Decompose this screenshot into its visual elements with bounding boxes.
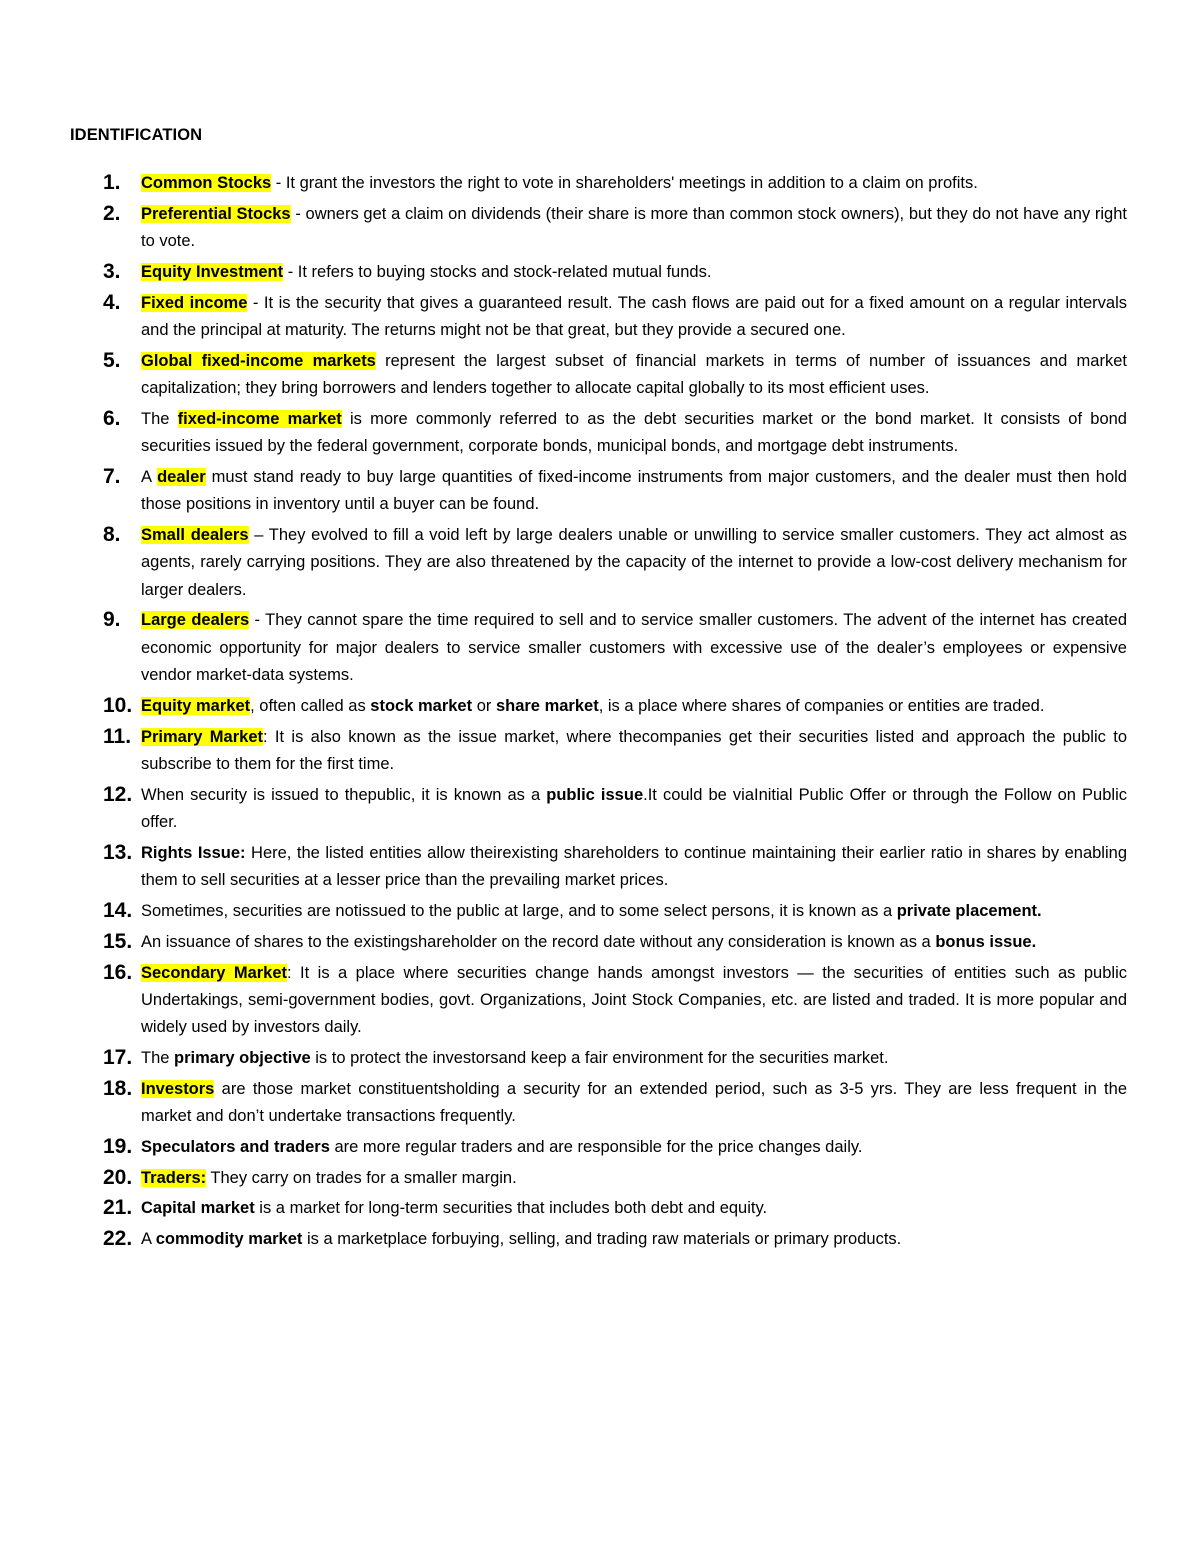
list-item [103, 348, 1127, 403]
item-text: They carry on trades for a smaller margin. [206, 1168, 517, 1187]
highlighted-term: dealer [157, 467, 206, 486]
highlighted-term: Secondary Market [141, 963, 288, 982]
item-text: is to protect the investorsand keep a fair environment for the securities market. [310, 1048, 889, 1067]
item-text: must stand ready to buy large quantities of fixed-income instruments from major customers, and the dealer must then hold those positions in inventory until a buyer can be found. [141, 467, 1127, 514]
item-number: 16. [103, 960, 133, 984]
bold-term: commodity market [155, 1230, 303, 1249]
item-number: 1. [103, 171, 121, 194]
item-text: A [141, 467, 158, 486]
item-number: 10. [103, 693, 133, 717]
list-item [103, 840, 1127, 895]
item-number: 20. [103, 1165, 133, 1189]
list-item [103, 898, 1127, 925]
item-text: is more commonly referred to as the debt securities market or the bond market. It consists of bond securities issued by the federal government, corporate bonds, municipal bonds, and mortgage debt instruments. [141, 409, 1127, 456]
list-item [103, 290, 1127, 345]
item-number: 5. [103, 348, 121, 372]
item-text: - It refers to buying stocks and stock-related mutual funds. [283, 262, 712, 281]
item-text: – They evolved to fill a void left by large dealers unable or unwilling to service smaller customers. They act almost as agents, rarely carrying positions. They are also threatened by the capacity of the internet to provide a low-cost delivery mechanism for larger dealers. [141, 526, 1128, 599]
item-text: .It could be viaInitial Public Offer or through the Follow on Public offer. [141, 785, 1127, 832]
item-number: 8. [103, 523, 121, 547]
highlighted-term: fixed-income market [177, 409, 342, 428]
item-number: 6. [103, 406, 121, 430]
item-text: is a market for long-term securities that includes both debt and equity. [254, 1199, 768, 1218]
page-title: IDENTIFICATION [70, 126, 203, 144]
item-text: - They cannot spare the time required to sell and to service smaller customers. The advent of the internet has created economic opportunity for major dealers to service smaller customers with excessive use of the dealer’s employees or expensive vendor market-data systems. [141, 611, 1127, 685]
item-text: The [141, 409, 178, 428]
list-item [103, 693, 1127, 720]
item-text: or [472, 696, 496, 715]
highlighted-term: Traders: [141, 1168, 207, 1187]
item-number: 17. [103, 1045, 133, 1069]
bold-term: Capital market [141, 1199, 255, 1218]
item-number: 12. [103, 782, 133, 806]
bold-term: share market [495, 696, 599, 715]
highlighted-term: Equity Investment [141, 262, 284, 281]
bold-term: stock market [370, 696, 473, 715]
highlighted-term: Primary Market [141, 727, 263, 746]
item-text: are those market constituentsholding a security for an extended period, such as 3-5 yrs. They are less frequent in the market and don’t undertake transactions frequently. [141, 1079, 1127, 1125]
highlighted-term: Equity market [141, 696, 251, 715]
highlighted-term: Common Stocks [141, 174, 272, 192]
bold-term: public issue [546, 785, 644, 804]
item-number: 19. [103, 1134, 133, 1158]
identification-list [0, 170, 1200, 1257]
item-text: : It is also known as the issue market, where thecompanies get their securities listed and approach the public to subscribe to them for the first time. [141, 727, 1127, 773]
list-item [103, 724, 1127, 779]
highlighted-term: Investors [141, 1079, 215, 1098]
item-text: are more regular traders and are responsible for the price changes daily. [329, 1137, 863, 1156]
item-number: 11. [103, 724, 132, 748]
list-item [103, 1226, 1127, 1253]
item-text: Sometimes, securities are notissued to the public at large, and to some select persons, it is known as a [141, 901, 897, 920]
item-text: : It is a place where securities change hands amongst investors — the securities of entities such as public Undertakings, semi-government bodies, govt. Organizations, Joint Stock Companies, etc. are listed and traded. It is more popular and widely used by investors daily. [141, 963, 1127, 1037]
highlighted-term: Fixed income [141, 293, 248, 312]
list-item [103, 782, 1127, 837]
item-number: 13. [103, 840, 133, 864]
item-number: 3. [103, 259, 121, 283]
highlighted-term: Preferential Stocks [141, 204, 291, 223]
item-text: When security is issued to thepublic, it is known as a [141, 785, 547, 804]
list-item [103, 170, 1127, 197]
item-text: , is a place where shares of companies or entities are traded. [598, 696, 1045, 715]
item-text: Here, the listed entities allow theirexisting shareholders to continue maintaining their earlier ratio in shares by enabling them to sell securities at a lesser price than the prevailing market prices. [141, 843, 1127, 890]
bold-term: primary objective [174, 1048, 311, 1067]
item-text: , often called as [250, 696, 371, 715]
list-item [103, 259, 1127, 286]
list-item [103, 1076, 1127, 1131]
item-number: 14. [103, 898, 133, 922]
list-item [103, 960, 1127, 1042]
list-item [103, 607, 1127, 689]
item-text: An issuance of shares to the existingshareholder on the record date without any consideration is known as a [141, 932, 936, 951]
list-item [103, 522, 1128, 604]
item-text: represent the largest subset of financial markets in terms of number of issuances and market capitalization; they bring borrowers and lenders together to allocate capital globally to its most efficient uses. [141, 351, 1127, 398]
highlighted-term: Global fixed-income markets [141, 351, 376, 370]
bold-term: Speculators and traders [141, 1137, 330, 1156]
bold-term: bonus issue. [935, 932, 1037, 951]
list-item [103, 1165, 1127, 1192]
list-item [103, 406, 1127, 461]
item-text: - It grant the investors the right to vote in shareholders' meetings in addition to a claim on profits. [271, 174, 978, 192]
item-number: 4. [103, 290, 121, 314]
item-text: The [141, 1048, 175, 1067]
item-number: 21. [103, 1196, 133, 1220]
item-number: 9. [103, 608, 121, 632]
item-text: - owners get a claim on dividends (their share is more than common stock owners), but they do not have any right to vote. [141, 204, 1127, 251]
item-number: 22. [103, 1227, 133, 1251]
list-item [103, 929, 1127, 956]
item-number: 15. [103, 929, 133, 953]
list-item [103, 201, 1127, 256]
item-text: A [141, 1230, 156, 1249]
item-text: is a marketplace forbuying, selling, and trading raw materials or primary products. [302, 1230, 902, 1249]
bold-term: private placement. [896, 901, 1042, 920]
item-text: - It is the security that gives a guaranteed result. The cash flows are paid out for a fixed amount on a regular intervals and the principal at maturity. The returns might not be that great, but they provide a secured one. [141, 293, 1127, 339]
item-number: 2. [103, 201, 121, 225]
list-item [103, 1134, 1127, 1161]
highlighted-term: Small dealers [141, 526, 249, 545]
item-number: 18. [103, 1076, 133, 1100]
item-number: 7. [103, 464, 121, 488]
list-item [103, 1045, 1127, 1072]
bold-term: Rights Issue: [141, 843, 246, 862]
list-item [103, 1195, 1127, 1222]
highlighted-term: Large dealers [141, 611, 250, 630]
list-item [103, 464, 1127, 519]
